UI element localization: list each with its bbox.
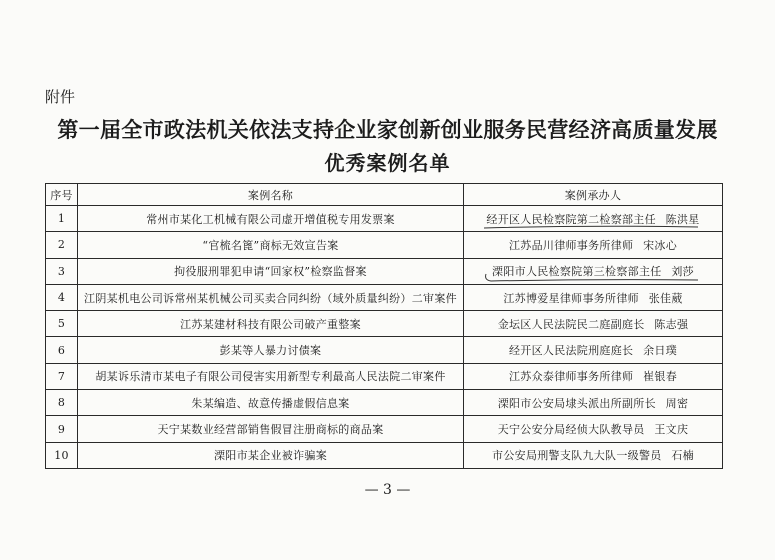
header-handler: 案例承办人 bbox=[464, 184, 723, 206]
header-case-name: 案例名称 bbox=[78, 184, 464, 206]
case-list-table bbox=[45, 183, 723, 469]
cell-case-name: “官梳名篦”商标无效宣告案 bbox=[78, 232, 464, 258]
cell-no: 5 bbox=[46, 311, 78, 337]
cell-case-name: 朱某编造、故意传播虚假信息案 bbox=[78, 390, 464, 416]
table-row bbox=[46, 232, 723, 258]
cell-case-name: 常州市某化工机械有限公司虚开增值税专用发票案 bbox=[78, 206, 464, 232]
cell-handler: 经开区人民检察院第二检察部主任 陈洪星 bbox=[464, 206, 723, 232]
cell-case-name: 胡某诉乐清市某电子有限公司侵害实用新型专利最高人民法院二审案件 bbox=[78, 363, 464, 389]
table-row bbox=[46, 206, 723, 232]
cell-no: 1 bbox=[46, 206, 78, 232]
table-row bbox=[46, 363, 723, 389]
cell-case-name: 溧阳市某企业被诈骗案 bbox=[78, 442, 464, 468]
document-title: 第一届全市政法机关依法支持企业家创新创业服务民营经济高质量发展 bbox=[57, 117, 718, 142]
cell-case-name: 拘役服刑罪犯申请“回家权”检察监督案 bbox=[78, 258, 464, 284]
cell-handler: 天宁公安分局经侦大队教导员 王文庆 bbox=[464, 416, 723, 442]
table-row bbox=[46, 284, 723, 310]
cell-handler: 溧阳市公安局埭头派出所副所长 周密 bbox=[464, 390, 723, 416]
header-no: 序号 bbox=[46, 184, 78, 206]
page-number: — 3 — bbox=[364, 482, 411, 498]
table-row bbox=[46, 311, 723, 337]
cell-handler: 溧阳市人民检察院第三检察部主任 刘莎 bbox=[464, 258, 723, 284]
table-row bbox=[46, 416, 723, 442]
table-row bbox=[46, 258, 723, 284]
cell-case-name: 江阴某机电公司诉常州某机械公司买卖合同纠纷（域外质量纠纷）二审案件 bbox=[78, 284, 464, 310]
cell-case-name: 天宁某数业经营部销售假冒注册商标的商品案 bbox=[78, 416, 464, 442]
cell-no: 7 bbox=[46, 363, 78, 389]
table-header-row bbox=[46, 184, 723, 206]
cell-handler: 市公安局刑警支队九大队一级警员 石楠 bbox=[464, 442, 723, 468]
attachment-label: 附件 bbox=[45, 88, 76, 106]
table-row bbox=[46, 442, 723, 468]
cell-case-name: 江苏某建材科技有限公司破产重整案 bbox=[78, 311, 464, 337]
cell-handler: 江苏品川律师事务所律师 宋冰心 bbox=[464, 232, 723, 258]
cell-no: 10 bbox=[46, 442, 78, 468]
cell-no: 8 bbox=[46, 390, 78, 416]
cell-handler: 江苏博爱星律师事务所律师 张佳葳 bbox=[464, 284, 723, 310]
cell-no: 9 bbox=[46, 416, 78, 442]
cell-no: 6 bbox=[46, 337, 78, 363]
document-subtitle: 优秀案例名单 bbox=[324, 151, 451, 175]
cell-no: 4 bbox=[46, 284, 78, 310]
cell-no: 2 bbox=[46, 232, 78, 258]
cell-case-name: 彭某等人暴力讨债案 bbox=[78, 337, 464, 363]
cell-handler: 江苏众泰律师事务所律师 崔银春 bbox=[464, 363, 723, 389]
cell-no: 3 bbox=[46, 258, 78, 284]
table-row bbox=[46, 337, 723, 363]
cell-handler: 经开区人民法院刑庭庭长 余日璞 bbox=[464, 337, 723, 363]
cell-handler: 金坛区人民法院民二庭副庭长 陈志强 bbox=[464, 311, 723, 337]
table-row bbox=[46, 390, 723, 416]
